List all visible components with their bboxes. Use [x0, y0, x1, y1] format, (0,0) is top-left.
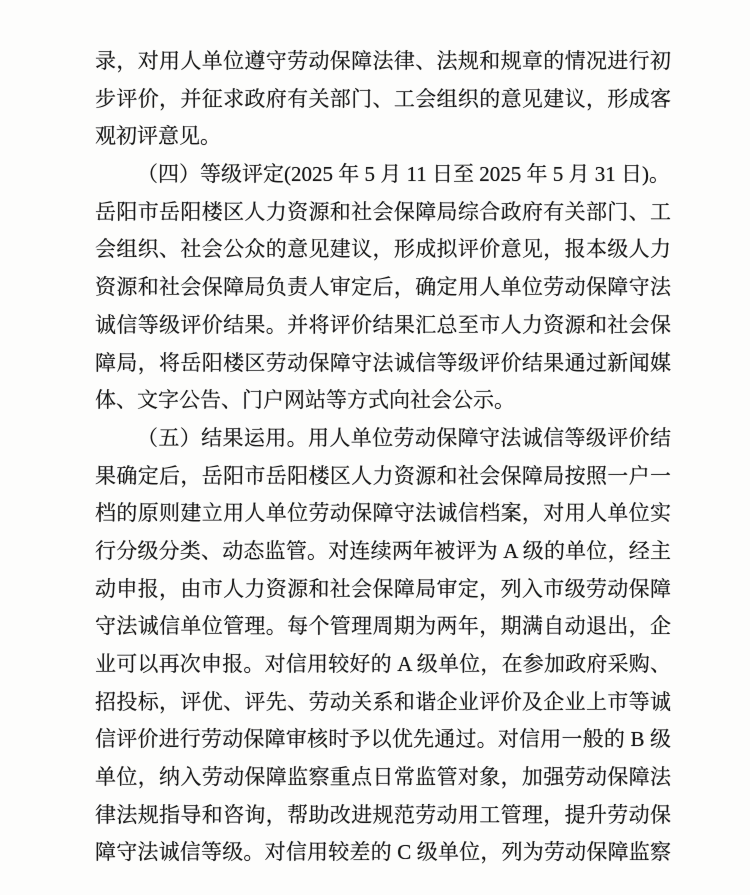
text-line: 诚信等级评价结果。并将评价结果汇总至市人力资源和社会保 — [95, 312, 671, 337]
text-line: 守法诚信单位管理。每个管理周期为两年，期满自动退出，企 — [95, 614, 671, 639]
text-line: 律法规指导和咨询，帮助改进规范劳动用工管理，提升劳动保 — [95, 802, 671, 827]
text-line: 招投标，评优、评先、劳动关系和谐企业评价及企业上市等诚 — [95, 689, 671, 714]
text-line: 动申报，由市人力资源和社会保障局审定，列入市级劳动保障 — [95, 576, 671, 601]
text-line: 单位，纳入劳动保障监察重点日常监管对象，加强劳动保障法 — [95, 765, 671, 790]
text-line: 观初评意见。 — [95, 124, 221, 149]
text-line: 档的原则建立用人单位劳动保障守法诚信档案，对用人单位实 — [95, 501, 671, 526]
text-line: 业可以再次申报。对信用较好的 A 级单位，在参加政府采购、 — [95, 652, 671, 676]
text-line: 录，对用人单位遵守劳动保障法律、法规和规章的情况进行初 — [95, 49, 671, 73]
text-line: 果确定后，岳阳市岳阳楼区人力资源和社会保障局按照一户一 — [95, 463, 671, 488]
text-block — [95, 43, 671, 872]
text-line: 资源和社会保障局负责人审定后，确定用人单位劳动保障守法 — [95, 275, 671, 300]
text-line: 步评价，并征求政府有关部门、工会组织的意见建议，形成客 — [95, 86, 671, 111]
text-line: 会组织、社会公众的意见建议，形成拟评价意见，报本级人力 — [95, 237, 671, 262]
text-line: 信评价进行劳动保障审核时予以优先通过。对信用一般的 B 级 — [95, 727, 671, 752]
text-line: 行分级分类、动态监管。对连续两年被评为 A 级的单位，经主 — [95, 538, 671, 563]
text-line: （四）等级评定(2025 年 5 月 11 日至 2025 年 5 月 31 日)。 — [137, 162, 670, 187]
text-line: 岳阳市岳阳楼区人力资源和社会保障局综合政府有关部门、工 — [95, 199, 671, 224]
text-line: 体、文字公告、门户网站等方式向社会公示。 — [95, 388, 515, 413]
text-line: （五）结果运用。用人单位劳动保障守法诚信等级评价结 — [137, 425, 671, 450]
text-line: 障守法诚信等级。对信用较差的 C 级单位，列为劳动保障监察 — [95, 840, 671, 865]
text-line: 障局，将岳阳楼区劳动保障守法诚信等级评价结果通过新闻媒 — [95, 350, 671, 375]
